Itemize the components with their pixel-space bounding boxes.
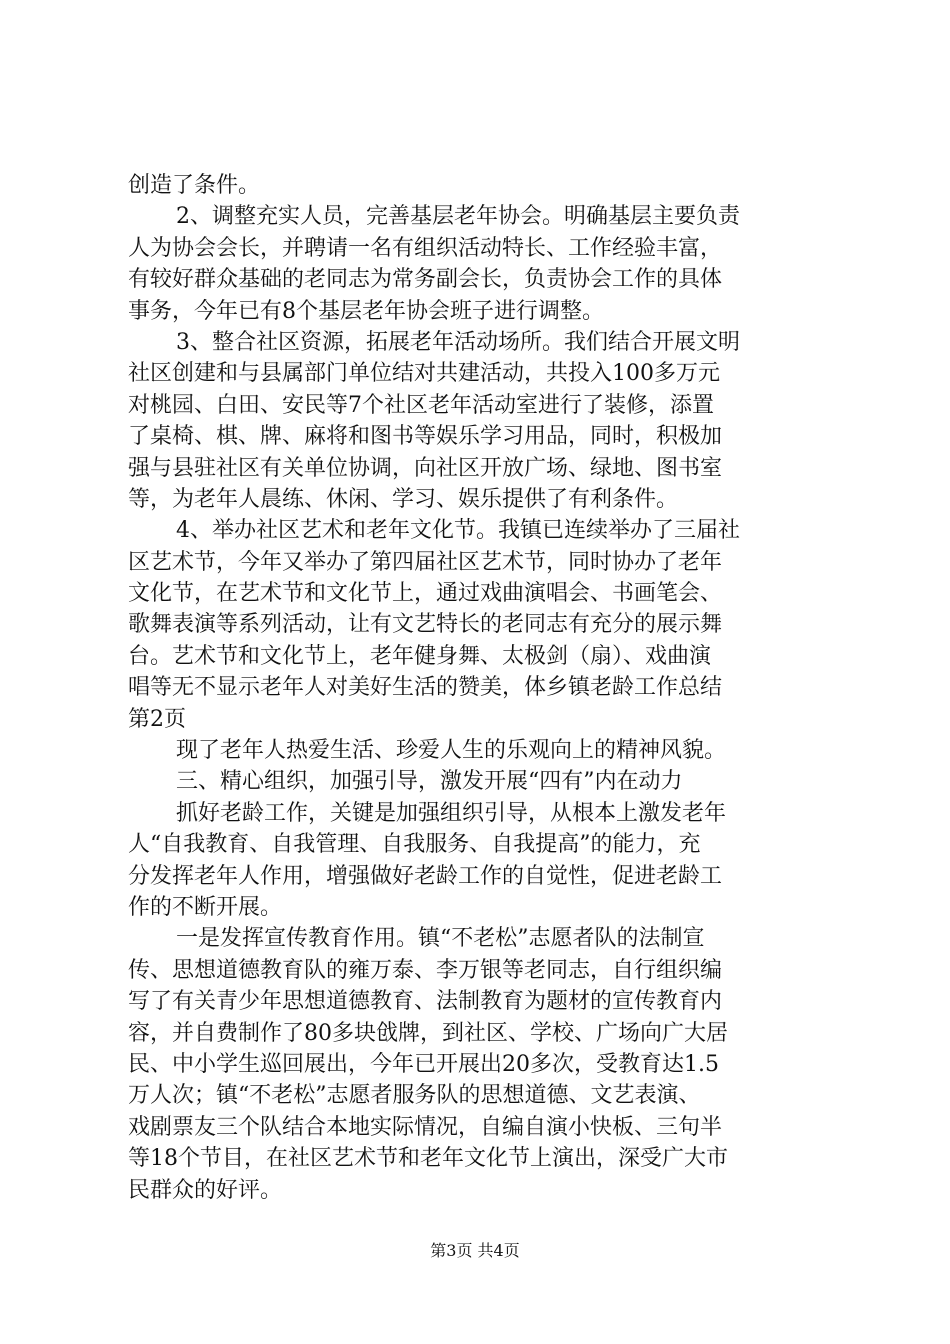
- text-line: 第2页: [128, 706, 186, 732]
- text-line: 事务，今年已有8个基层老年协会班子进行调整。: [128, 298, 604, 324]
- text-line: 台。艺术节和文化节上，老年健身舞、太极剑（扇）、戏曲演: [128, 643, 712, 669]
- text-line: 了桌椅、棋、牌、麻将和图书等娱乐学习用品，同时，积极加: [128, 424, 723, 450]
- text-line: 等，为老年人晨练、休闲、学习、娱乐提供了有利条件。: [128, 486, 679, 512]
- text-line: 万人次；镇“不老松”志愿者服务队的思想道德、文艺表演、: [128, 1083, 701, 1109]
- text-line: 三、精心组织，加强引导，激发开展“四有”内在动力: [176, 769, 683, 795]
- text-line: 抓好老龄工作，关键是加强组织引导，从根本上激发老年: [176, 800, 727, 826]
- text-line: 容，并自费制作了80多块戗牌，到社区、学校、广场向广大居: [128, 1020, 728, 1046]
- text-line: 有较好群众基础的老同志为常务副会长，负责协会工作的具体: [128, 267, 723, 293]
- text-line: 3、整合社区资源，拓展老年活动场所。我们结合开展文明: [176, 329, 740, 355]
- text-line: 民群众的好评。: [128, 1177, 283, 1203]
- text-line: 现了老年人热爱生活、珍爱人生的乐观向上的精神风貌。: [176, 738, 727, 764]
- text-line: 分发挥老年人作用，增强做好老龄工作的自觉性，促进老龄工: [128, 863, 723, 889]
- text-line: 创造了条件。: [128, 173, 261, 198]
- text-line: 戏剧票友三个队结合本地实际情况，自编自演小快板、三句半: [128, 1114, 723, 1140]
- text-line: 2、调整充实人员，完善基层老年协会。明确基层主要负责: [176, 204, 740, 230]
- text-line: 歌舞表演等系列活动，让有文艺特长的老同志有充分的展示舞: [128, 612, 723, 638]
- text-line: 传、思想道德教育队的雍万泰、李万银等老同志，自行组织编: [128, 957, 723, 983]
- text-line: 文化节，在艺术节和文化节上，通过戏曲演唱会、书画笔会、: [128, 581, 723, 607]
- document-body: [128, 170, 832, 1206]
- text-line: 强与县驻社区有关单位协调，向社区开放广场、绿地、图书室: [128, 455, 723, 481]
- text-line: 社区创建和与县属部门单位结对共建活动，共投入100多万元: [128, 361, 720, 387]
- text-line: 民、中小学生巡回展出，今年已开展出20多次，受教育达1.5: [128, 1051, 719, 1077]
- text-line: 人“自我教育、自我管理、自我服务、自我提高”的能力，充: [128, 832, 701, 858]
- text-line: 唱等无不显示老年人对美好生活的赞美，体乡镇老龄工作总结: [128, 675, 723, 701]
- text-line: 等18个节目，在社区艺术节和老年文化节上演出，深受广大市: [128, 1146, 728, 1172]
- text-line: 写了有关青少年思想道德教育、法制教育为题材的宣传教育内: [128, 989, 723, 1015]
- text-line: 4、举办社区艺术和老年文化节。我镇已连续举办了三届社: [176, 518, 740, 544]
- text-line: 区艺术节，今年又举办了第四届社区艺术节，同时协办了老年: [128, 549, 723, 575]
- text-line: 作的不断开展。: [128, 894, 283, 920]
- text-line: 一是发挥宣传教育作用。镇“不老松”志愿者队的法制宣: [176, 926, 705, 952]
- text-line: 对桃园、白田、安民等7个社区老年活动室进行了装修，添置: [128, 392, 714, 418]
- text-line: 人为协会会长，并聘请一名有组织活动特长、工作经验丰富，: [128, 235, 723, 261]
- page-footer: 第3页 共4页: [430, 1241, 520, 1260]
